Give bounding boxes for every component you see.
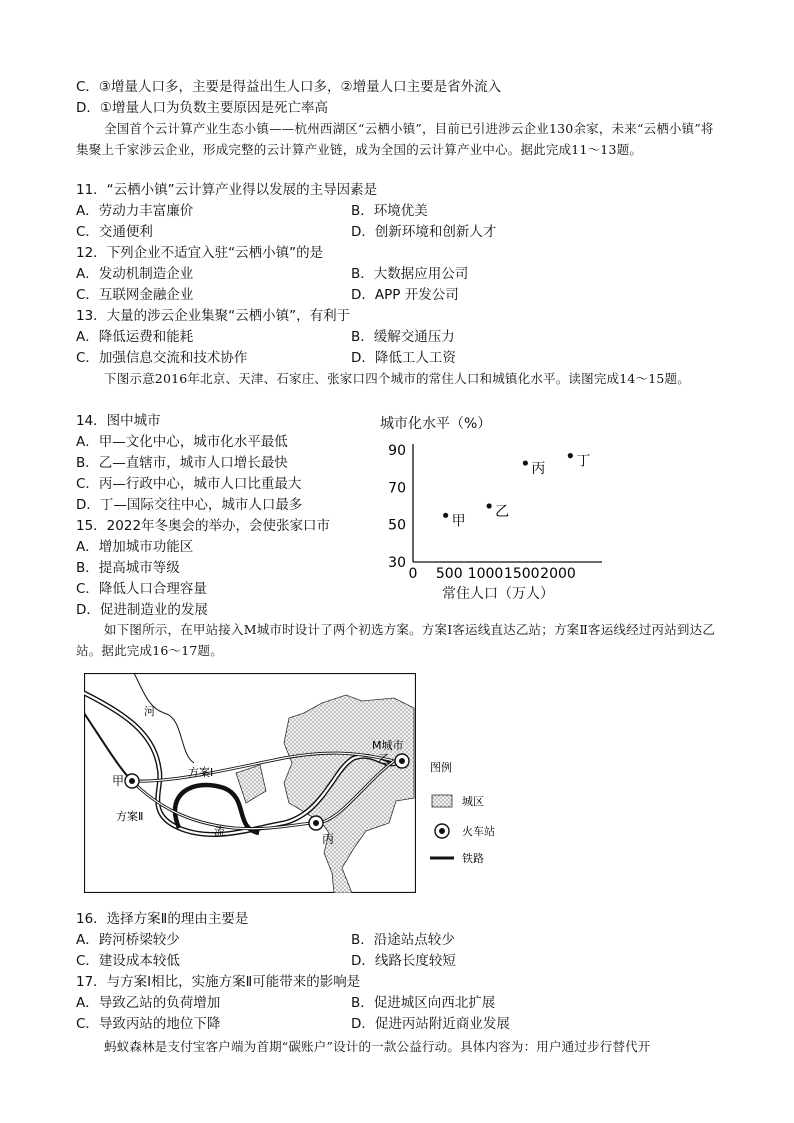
scatter-point-label: 甲 (451, 513, 466, 530)
q16-option-a: A．跨河桥梁较少 (76, 932, 180, 948)
urbanization-scatter-chart (370, 410, 620, 610)
q11-option-c: C．交通便利 (76, 224, 153, 240)
option-c-prev: C．③增量人口多，主要是得益出生人口多，②增量人口主要是省外流入 (76, 79, 502, 95)
q16-option-d: D．线路长度较短 (351, 953, 456, 969)
y-tick-label: 30 (388, 555, 406, 571)
q11-option-b: B．环境优美 (351, 203, 428, 219)
q11-option-a: A．劳动力丰富廉价 (76, 203, 194, 219)
y-tick-label: 70 (388, 480, 406, 497)
q15-option-d: D．促进制造业的发展 (76, 602, 208, 618)
legend-rail-label: 铁路 (462, 852, 484, 865)
legend-title: 图例 (430, 761, 452, 774)
x-tick-label: 2000 (540, 566, 576, 582)
q12-option-c: C．互联网金融企业 (76, 287, 194, 303)
x-tick-label: 500 (435, 566, 463, 582)
q11-option-d: D．创新环境和创新人才 (351, 224, 497, 240)
passage-16-17: 如下图所示，在甲站接入M城市时设计了两个初选方案。方案Ⅰ客运线直达乙站；方案Ⅱ客运线经过丙站到达乙站。据此完成16～17题。 (76, 622, 716, 658)
label-city-m: M城市 (372, 739, 404, 752)
q17-option-a: A．导致乙站的负荷增加 (76, 995, 221, 1011)
q13-option-c: C．加强信息交流和技术协作 (76, 350, 248, 366)
x-tick-label: 1000 (467, 566, 504, 582)
q14-option-d: D．丁—国际交往中心，城市人口最多 (76, 497, 303, 513)
legend-urban-swatch (432, 795, 452, 807)
chart-ylabel: 城市化水平（%） (380, 416, 492, 432)
station-yi-icon (395, 754, 409, 768)
q13-option-d: D．降低工人工资 (351, 350, 456, 366)
scatter-point (487, 503, 492, 508)
q16-stem: 16．选择方案Ⅱ的理由主要是 (76, 911, 249, 927)
map-legend (428, 757, 508, 867)
q17-option-b: B．促进城区向西北扩展 (351, 995, 496, 1011)
station-bing-icon (309, 816, 323, 830)
label-river-2: 流 (214, 825, 225, 838)
q12-stem: 12．下列企业不适宜入驻“云栖小镇”的是 (76, 245, 324, 261)
q14-option-a: A．甲—文化中心，城市化水平最低 (76, 434, 288, 450)
scatter-point-label: 丙 (531, 461, 546, 478)
scatter-point (443, 513, 448, 518)
option-d-prev: D．①增量人口为负数主要原因是死亡率高 (76, 100, 328, 116)
scatter-point (523, 460, 528, 465)
scatter-point (568, 453, 573, 458)
chart-xlabel: 常住人口（万人） (442, 586, 554, 602)
q14-stem: 14．图中城市 (76, 413, 161, 429)
q15-option-a: A．增加城市功能区 (76, 539, 194, 555)
q12-option-b: B．大数据应用公司 (351, 266, 469, 282)
q17-option-d: D．促进丙站附近商业发展 (351, 1016, 510, 1032)
legend-urban-label: 城区 (462, 795, 484, 808)
label-station-jia: 甲 (112, 774, 125, 788)
passage-11-13: 全国首个云计算产业生态小镇——杭州西湖区“云栖小镇”，目前已引进涉云企业130余家，未来“云栖小镇”将集聚上千家涉云企业，形成完整的云计算产业链，成为全国的云计算产业中心。据此完成11～13题。 (76, 121, 714, 157)
passage-next: 蚂蚁森林是支付宝客户端为首期“碳账户”设计的一款公益行动。具体内容为：用户通过步行替代开 (104, 1039, 651, 1054)
q17-option-c: C．导致丙站的地位下降 (76, 1016, 221, 1032)
x-tick-label: 0 (408, 566, 418, 582)
q12-option-d: D．APP 开发公司 (351, 287, 459, 303)
station-jia-icon (125, 774, 139, 788)
q15-stem: 15．2022年冬奥会的举办，会使张家口市 (76, 518, 331, 534)
railway-plan-map (84, 673, 416, 893)
q13-option-b: B．缓解交通压力 (351, 329, 455, 345)
scatter-point-label: 乙 (495, 504, 510, 520)
q13-option-a: A．降低运费和能耗 (76, 329, 194, 345)
scatter-point-label: 丁 (576, 453, 591, 470)
q17-stem: 17．与方案Ⅰ相比，实施方案Ⅱ可能带来的影响是 (76, 974, 361, 990)
q14-option-c: C．丙—行政中心，城市人口比重最大 (76, 476, 302, 492)
q14-option-b: B．乙—直辖市，城市人口增长最快 (76, 455, 288, 471)
q11-stem: 11．“云栖小镇”云计算产业得以发展的主导因素是 (76, 182, 378, 198)
q15-option-c: C．降低人口合理容量 (76, 581, 207, 597)
q13-stem: 13．大量的涉云企业集聚“云栖小镇”，有利于 (76, 308, 351, 324)
legend-station-icon (435, 824, 449, 838)
q12-option-a: A．发动机制造企业 (76, 266, 194, 282)
y-tick-label: 90 (388, 443, 406, 459)
label-plan-1: 方案Ⅰ (188, 766, 214, 779)
q16-option-b: B．沿途站点较少 (351, 932, 455, 948)
label-station-bing: 丙 (322, 832, 335, 846)
label-station-yi: 乙 (378, 752, 391, 766)
x-tick-label: 1500 (503, 566, 540, 582)
legend-station-label: 火车站 (462, 825, 495, 838)
label-plan-2: 方案Ⅱ (116, 810, 144, 823)
q16-option-c: C．建设成本较低 (76, 953, 180, 969)
passage-14-15: 下图示意2016年北京、天津、石家庄、张家口四个城市的常住人口和城镇化水平。读图完成14～15题。 (104, 371, 690, 386)
label-river-1: 河 (144, 705, 155, 718)
y-tick-label: 50 (388, 517, 406, 534)
q15-option-b: B．提高城市等级 (76, 560, 180, 576)
